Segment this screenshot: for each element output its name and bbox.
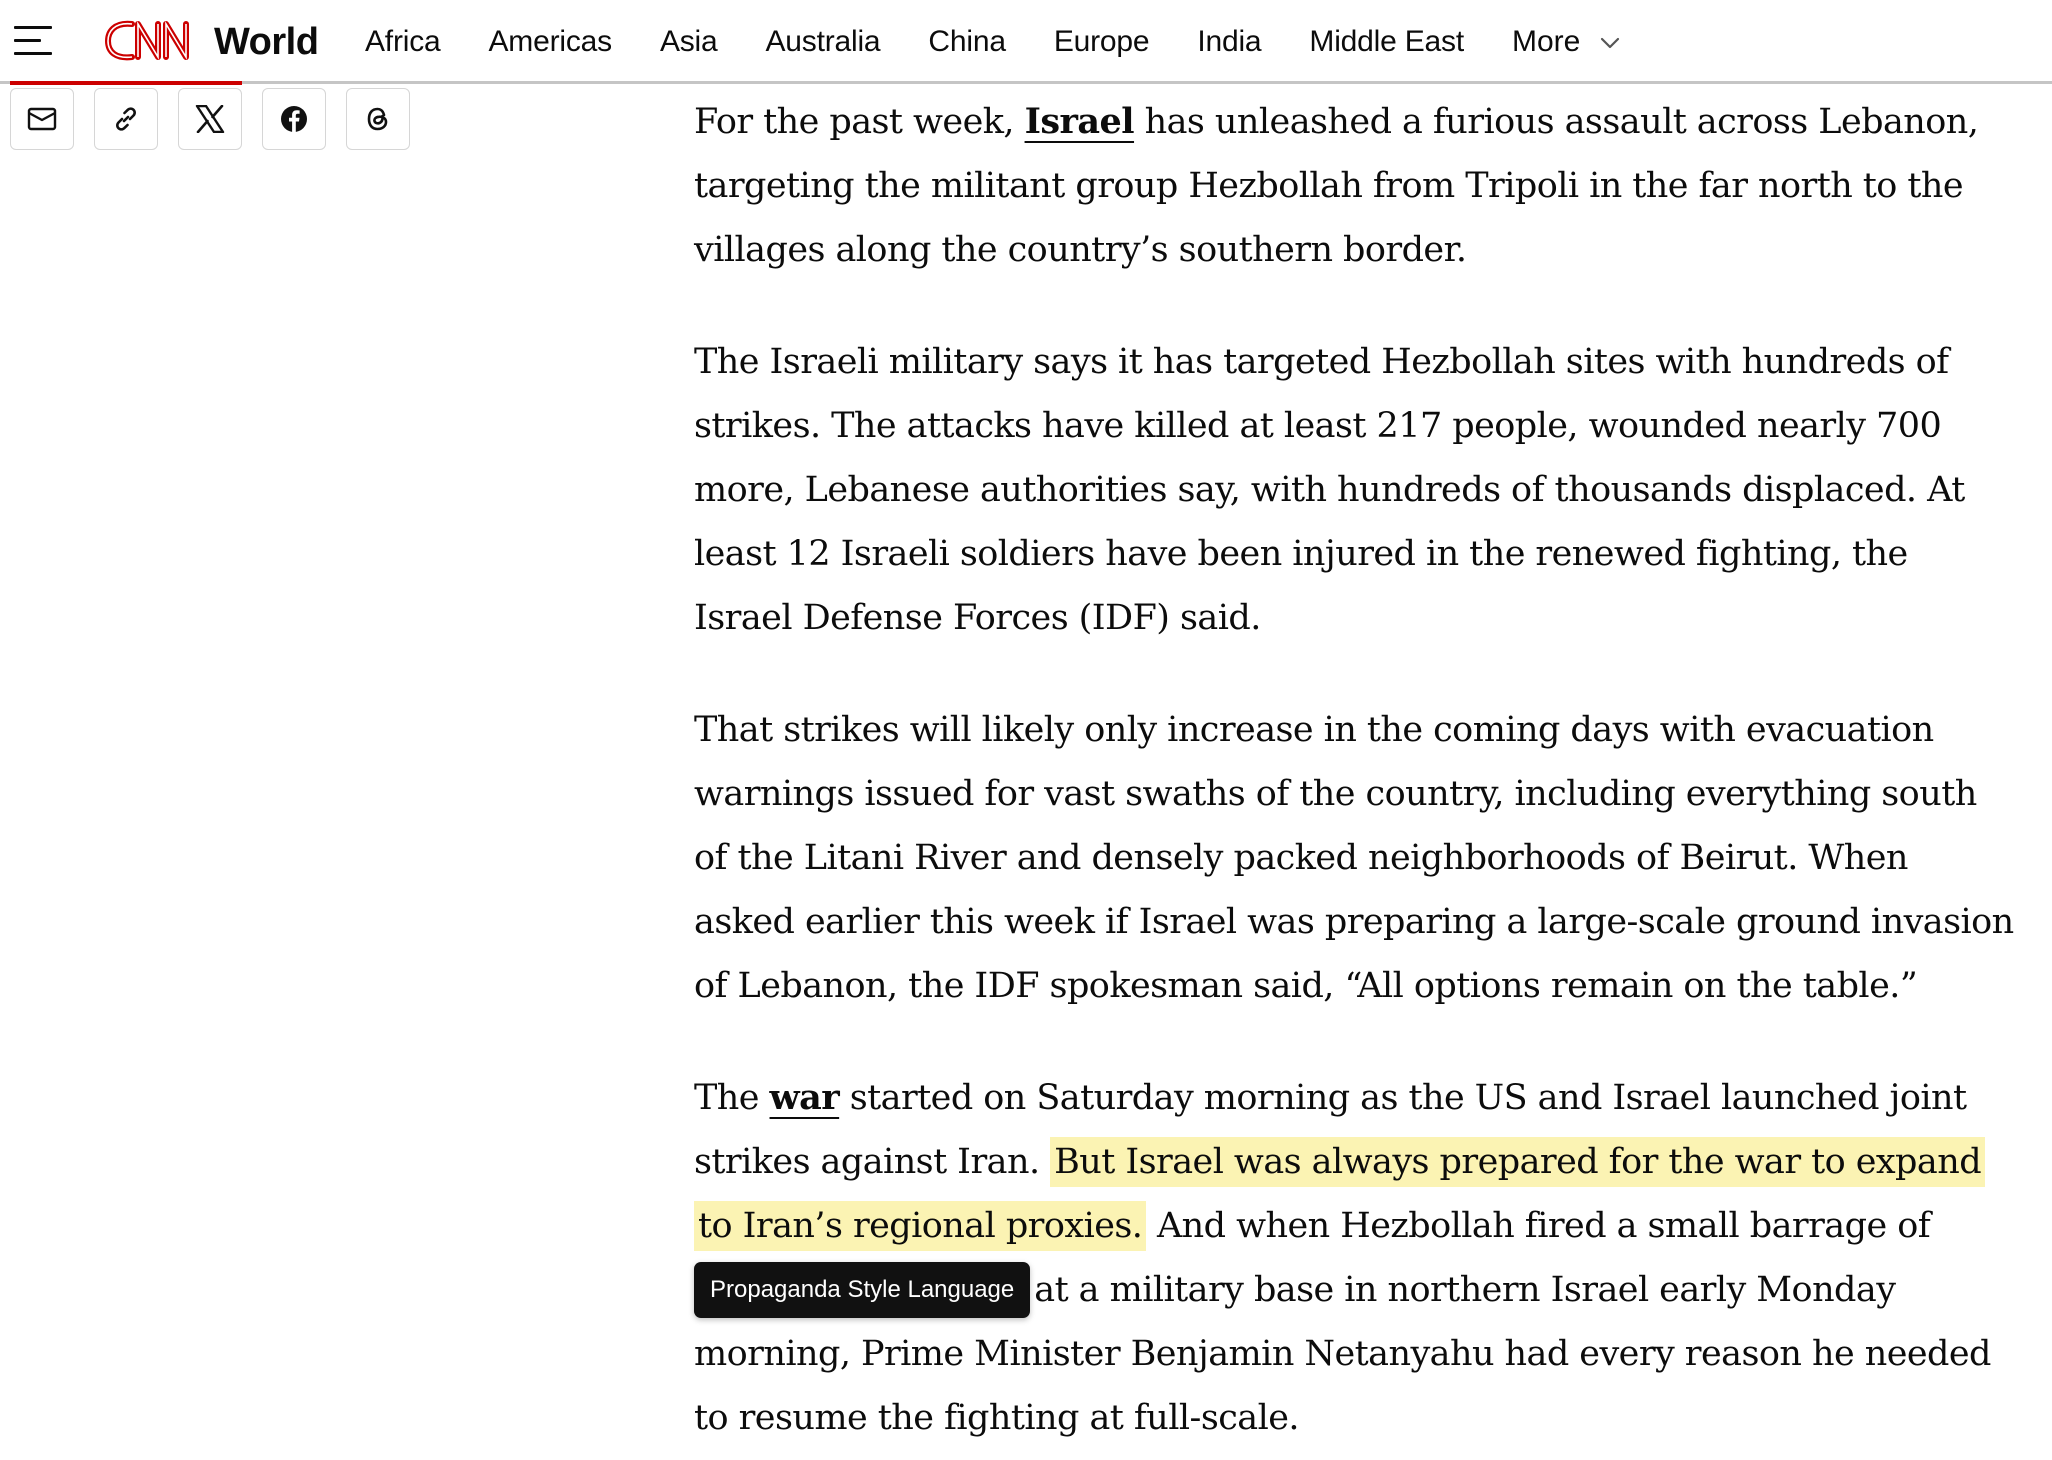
site-header	[0, 0, 2052, 84]
article-paragraph-3: That strikes will likely only increase in the coming days with evacuation warnings issued for vast swaths of the country, including everything south of the Litani River and densely packed neighborhoods of Beirut. When asked earlier this week if Israel was preparing a large-scale ground invasion of Lebanon, the IDF spokesman said, “All options remain on the table.”	[694, 710, 2014, 1006]
nav-item-india[interactable]: India	[1197, 25, 1262, 58]
paragraph-1-text-end: has unleashed a furious assault across Lebanon, targeting the militant group Hezbollah from Tripoli in the far north to the villages along the country’s southern border.	[694, 102, 1979, 270]
paragraph-4-text-end: at a military base in northern Israel early Monday morning, Prime Minister Benjamin Netanyahu had every reason he needed to resume the fighting at full-scale.	[694, 1270, 1991, 1438]
highlighted-sentence[interactable]: But Israel was always prepared for the war to expand to Iran’s regional proxies.	[694, 1137, 1985, 1251]
nav-item-europe[interactable]: Europe	[1053, 25, 1150, 58]
article-paragraph-2: The Israeli military says it has targeted Hezbollah sites with hundreds of strikes. The attacks have killed at least 217 people, wounded nearly 700 more, Lebanese authorities say, with hundreds of thousands displaced. At least 12 Israeli soldiers have been injured in the renewed fighting, the Israel Defense Forces (IDF) said.	[694, 342, 1965, 638]
nav-item-middle-east[interactable]: Middle East	[1309, 25, 1464, 58]
menu-icon[interactable]	[14, 24, 54, 58]
threads-icon	[364, 104, 392, 134]
x-icon	[195, 105, 225, 133]
propaganda-label-tooltip: Propaganda Style Language	[694, 1262, 1030, 1318]
chevron-down-icon	[1600, 33, 1620, 53]
nav-item-australia[interactable]: Australia	[765, 25, 881, 58]
paragraph-4-text-start: The	[694, 1078, 770, 1118]
cnn-logo[interactable]	[104, 14, 200, 66]
paragraph-4-text-after-link: started on Saturday morning as the US and Israel launched joint strikes against Iran.	[694, 1078, 1967, 1182]
section-title[interactable]: World	[214, 21, 319, 63]
share-x-button[interactable]	[178, 88, 242, 150]
share-email-button[interactable]	[10, 88, 74, 150]
facebook-icon	[279, 104, 309, 134]
link-icon	[112, 105, 140, 133]
article-paragraph-1	[694, 90, 2014, 282]
nav-item-asia[interactable]: Asia	[659, 25, 718, 58]
section-accent-bar	[10, 81, 242, 85]
paragraph-4-text-middle: And when Hezbollah fired a small barrage of	[1146, 1206, 1931, 1246]
article-body	[694, 90, 2014, 1460]
share-bar	[10, 88, 430, 150]
share-threads-button[interactable]	[346, 88, 410, 150]
israel-topic-link[interactable]: Israel	[1024, 101, 1135, 142]
email-icon	[27, 107, 57, 131]
more-menu-button[interactable]	[1512, 18, 1620, 66]
nav-item-americas[interactable]: Americas	[488, 25, 612, 58]
paragraph-1-text-start: For the past week,	[694, 102, 1025, 142]
share-facebook-button[interactable]	[262, 88, 326, 150]
war-topic-link[interactable]: war	[769, 1077, 840, 1118]
section-nav	[365, 18, 1620, 66]
nav-item-china[interactable]: China	[928, 25, 1006, 58]
more-label: More	[1511, 25, 1581, 58]
nav-item-africa[interactable]: Africa	[365, 25, 441, 58]
article-paragraph-4	[694, 1066, 2014, 1450]
share-copy-link-button[interactable]	[94, 88, 158, 150]
